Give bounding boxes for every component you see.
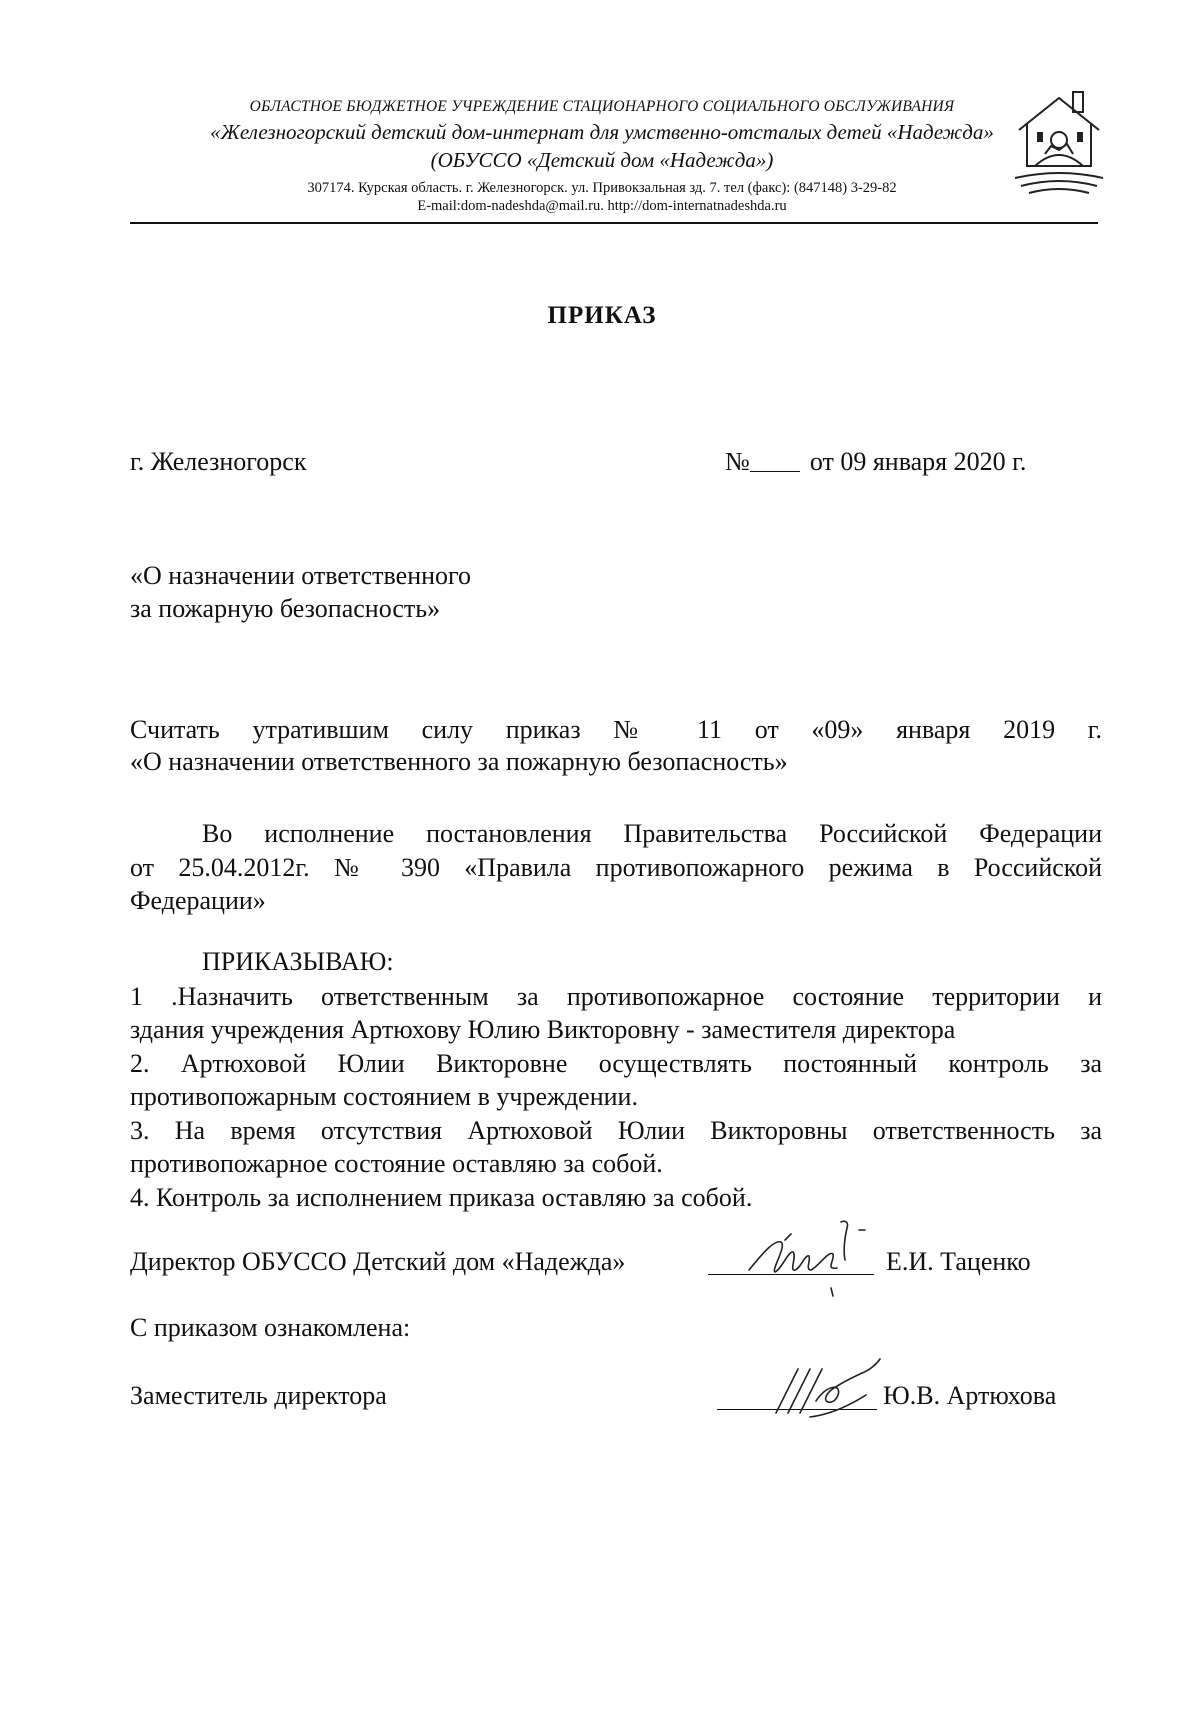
document-title: ПРИКАЗ — [547, 302, 657, 329]
number-blank — [750, 447, 800, 472]
deputy-name: Ю.В. Артюхова — [883, 1381, 1057, 1410]
item-3-line-2: противопожарное состояние оставляю за собой. — [130, 1149, 663, 1178]
letterhead-short-name: (ОБУССО «Детский дом «Надежда») — [430, 148, 774, 172]
acknowledged-label: С приказом ознакомлена: — [130, 1313, 411, 1342]
basis-line-1: Во исполнение постановления Правительства Российской Федерации — [202, 819, 1102, 848]
item-2-line-2: противопожарным состоянием в учреждении. — [130, 1082, 638, 1111]
letterhead-contacts: E-mail:dom-nadeshda@mail.ru. http://dom-internatnadeshda.ru — [417, 198, 787, 214]
item-4-line-1: 4. Контроль за исполнением приказа оставляю за собой. — [130, 1183, 753, 1212]
letterhead-address: 307174. Курская область. г. Железногорск. ул. Привокзальная зд. 7. тел (факс): (847148) 3-29-82 — [307, 180, 897, 196]
logo-icon — [1015, 88, 1103, 198]
deputy-position: Заместитель директора — [130, 1381, 387, 1410]
basis-line-2: от 25.04.2012г. № 390 «Правила противопожарного режима в Российской — [130, 853, 1102, 882]
place: г. Железногорск — [130, 447, 307, 476]
basis-line-3: Федерации» — [130, 886, 266, 915]
revoke-line-1: Считать утратившим силу приказ № 11 от «09» января 2019 г. — [130, 715, 1102, 744]
subject-line-1: «О назначении ответственного — [130, 561, 472, 590]
item-3-line-1: 3. На время отсутствия Артюховой Юлии Викторовны ответственность за — [130, 1116, 1102, 1145]
item-2-line-1: 2. Артюховой Юлии Викторовне осуществлять постоянный контроль за — [130, 1049, 1102, 1078]
order-number — [725, 446, 1026, 478]
deputy-signature — [770, 1355, 885, 1430]
subject-line-2: за пожарную безопасность» — [130, 594, 441, 623]
number-prefix: № — [725, 447, 750, 476]
revoke-line-2: «О назначении ответственного за пожарную безопасность» — [130, 747, 788, 776]
letterhead-institution: «Железногорский детский дом-интернат для умственно-отсталых детей «Надежда» — [210, 120, 994, 144]
letterhead-rule — [130, 222, 1098, 224]
item-1-line-1: 1 .Назначить ответственным за противопожарное состояние территории и — [130, 982, 1102, 1011]
order-date: от 09 января 2020 г. — [809, 447, 1027, 476]
order-word: ПРИКАЗЫВАЮ: — [202, 947, 394, 976]
director-position: Директор ОБУССО Детский дом «Надежда» — [130, 1247, 626, 1276]
item-1-line-2: здания учреждения Артюхову Юлию Викторовну - заместителя директора — [130, 1015, 956, 1044]
director-signature — [745, 1210, 875, 1305]
director-name: Е.И. Таценко — [886, 1247, 1031, 1276]
letterhead-organization: ОБЛАСТНОЕ БЮДЖЕТНОЕ УЧРЕЖДЕНИЕ СТАЦИОНАРНОГО СОЦИАЛЬНОГО ОБСЛУЖИВАНИЯ — [249, 98, 955, 115]
